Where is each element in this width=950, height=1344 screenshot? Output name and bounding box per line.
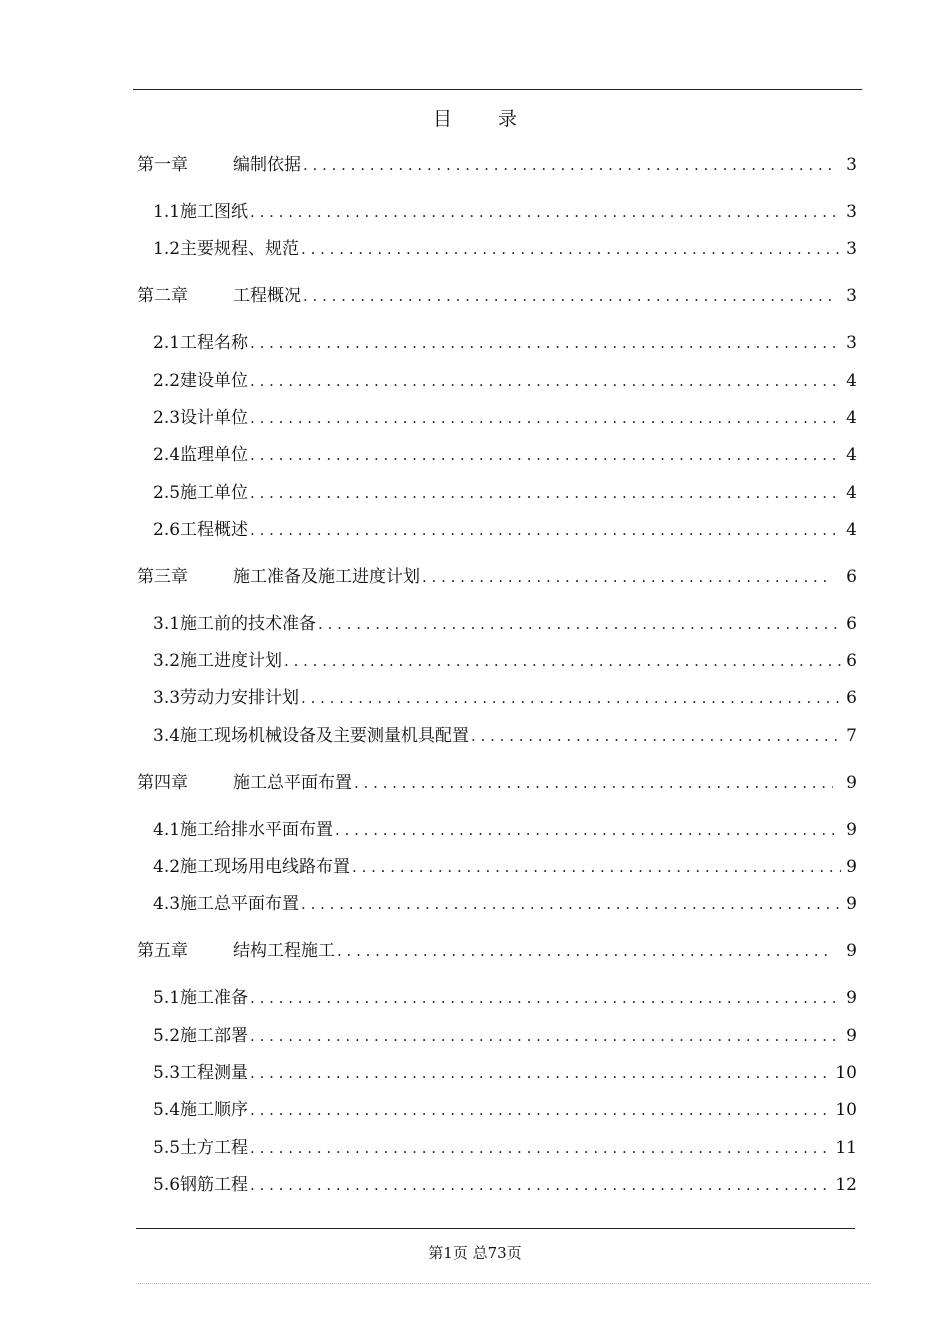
toc-entry-number: 2.5 <box>153 482 181 503</box>
toc-entry-number: 5.6 <box>153 1174 181 1195</box>
toc-entry-number: 5.5 <box>153 1137 181 1158</box>
toc-entry-label: 钢筋工程 <box>180 1174 249 1195</box>
toc-entry-page: 9 <box>846 857 857 877</box>
toc-entry-number: 第五章 <box>137 941 188 962</box>
toc-entry-page: 3 <box>846 155 857 175</box>
toc-entry-number: 1.2 <box>153 239 181 260</box>
toc-entry-number: 第二章 <box>137 286 188 307</box>
toc-leader-dots <box>250 372 841 390</box>
toc-section-entry[interactable] <box>137 609 857 637</box>
toc-entry-label: 监理单位 <box>180 445 249 466</box>
toc-leader-dots <box>250 1064 833 1082</box>
toc-section-entry[interactable] <box>137 683 857 711</box>
toc-entry-page: 4 <box>846 482 857 503</box>
toc-entry-label: 结构工程施工 <box>233 941 335 962</box>
toc-entry-number: 2.1 <box>153 333 181 354</box>
toc-leader-dots <box>250 989 841 1007</box>
footer-rule <box>136 1228 855 1229</box>
toc-leader-dots <box>318 615 841 633</box>
toc-chapter-entry[interactable] <box>137 936 857 964</box>
toc-leader-dots <box>301 240 841 258</box>
toc-entry-page: 6 <box>846 566 857 587</box>
toc-entry-page: 9 <box>846 988 857 1009</box>
toc-entry-number: 第三章 <box>137 566 188 587</box>
toc-title <box>0 104 950 131</box>
toc-entry-number: 2.6 <box>153 519 181 540</box>
toc-leader-dots <box>471 727 841 745</box>
toc-entry-number: 第四章 <box>137 772 188 793</box>
toc-section-entry[interactable] <box>137 1058 857 1086</box>
toc-section-entry[interactable] <box>137 515 857 543</box>
toc-entry-label: 施工图纸 <box>180 202 249 222</box>
toc-chapter-entry[interactable] <box>137 150 857 178</box>
toc-entry-page: 6 <box>846 651 857 672</box>
toc-entry-number: 4.1 <box>153 819 181 840</box>
toc-entry-number: 3.2 <box>153 651 181 672</box>
toc-entry-page: 9 <box>846 1025 857 1046</box>
toc-entry-page: 10 <box>835 1062 857 1083</box>
toc-entry-page: 3 <box>846 333 857 354</box>
toc-entry-page: 4 <box>846 370 857 391</box>
toc-entry-number: 3.4 <box>153 725 181 746</box>
toc-entry-page: 9 <box>846 941 857 962</box>
toc-entry-label: 施工前的技术准备 <box>180 613 317 634</box>
toc-entry-page: 9 <box>846 894 857 915</box>
toc-leader-dots <box>250 203 841 221</box>
toc-entry-number: 5.3 <box>153 1062 181 1083</box>
toc-entry-number: 1.1 <box>153 202 181 222</box>
toc-leader-dots <box>301 895 841 913</box>
toc-title-left: 目 <box>432 108 452 130</box>
toc-leader-dots <box>250 1027 841 1045</box>
toc-entry-label: 施工进度计划 <box>180 651 283 672</box>
toc-entry-page: 9 <box>846 772 857 793</box>
page-edge-rule <box>136 1283 869 1284</box>
toc-chapter-entry[interactable] <box>137 768 857 796</box>
toc-chapter-entry[interactable] <box>137 562 857 590</box>
toc-section-entry[interactable] <box>137 852 857 880</box>
toc-leader-dots <box>250 484 841 502</box>
toc-leader-dots <box>250 446 841 464</box>
toc-leader-dots <box>250 521 841 539</box>
toc-entry-page: 3 <box>846 286 857 307</box>
toc-entry-label: 土方工程 <box>180 1137 249 1158</box>
toc-leader-dots <box>301 689 841 707</box>
toc-section-entry[interactable] <box>137 646 857 674</box>
toc-entry-number: 2.4 <box>153 445 181 466</box>
toc-entry-page: 4 <box>846 519 857 540</box>
toc-leader-dots <box>250 1139 833 1157</box>
toc-leader-dots <box>250 1101 833 1119</box>
toc-entry-label: 施工给排水平面布置 <box>180 819 334 840</box>
toc-section-entry[interactable] <box>137 366 857 394</box>
toc-section-entry[interactable] <box>137 1095 857 1123</box>
toc-leader-dots <box>354 774 833 792</box>
toc-entry-page: 4 <box>846 445 857 466</box>
toc-leader-dots <box>335 821 841 839</box>
toc-entry-label: 施工总平面布置 <box>233 772 352 793</box>
page-footer: 第1页 总73页 <box>428 1244 522 1262</box>
toc-entry-label: 设计单位 <box>180 407 249 428</box>
toc-leader-dots <box>250 409 841 427</box>
toc-entry-number: 3.1 <box>153 613 181 634</box>
toc-entry-number: 第一章 <box>137 155 188 175</box>
toc-entry-page: 12 <box>835 1174 857 1195</box>
toc-leader-dots <box>352 858 841 876</box>
toc-title-right: 录 <box>498 108 518 130</box>
toc-entry-number: 2.2 <box>153 370 181 391</box>
toc-entry-page: 7 <box>846 725 857 746</box>
toc-chapter-entry[interactable] <box>137 281 857 309</box>
toc-entry-number: 5.1 <box>153 988 181 1009</box>
toc-entry-number: 4.2 <box>153 857 181 877</box>
toc-entry-label: 施工总平面布置 <box>180 894 300 915</box>
toc-entry-number: 2.3 <box>153 407 181 428</box>
toc-section-entry[interactable] <box>137 478 857 506</box>
toc-leader-dots <box>284 652 841 670</box>
toc-entry-label: 工程概况 <box>233 286 301 307</box>
toc-entry-label: 工程名称 <box>180 333 249 354</box>
toc-leader-dots <box>250 334 841 352</box>
header-rule <box>133 89 862 90</box>
toc-entry-page: 9 <box>846 819 857 840</box>
toc-entry-number: 5.2 <box>153 1025 181 1046</box>
toc-section-entry[interactable] <box>137 234 857 262</box>
toc-section-entry[interactable] <box>137 197 857 225</box>
toc-entry-number: 3.3 <box>153 688 181 709</box>
toc-section-entry[interactable] <box>137 1021 857 1049</box>
toc-entry-label: 施工现场机械设备及主要测量机具配置 <box>180 725 470 746</box>
toc-leader-dots <box>250 1176 833 1194</box>
toc-entry-number: 5.4 <box>153 1100 181 1121</box>
toc-entry-page: 10 <box>835 1100 857 1121</box>
toc-leader-dots <box>303 287 833 305</box>
toc-entry-page: 4 <box>846 407 857 428</box>
toc-leader-dots <box>303 156 833 174</box>
toc-leader-dots <box>337 942 833 960</box>
toc-section-entry[interactable] <box>137 815 857 843</box>
toc-section-entry[interactable] <box>137 889 857 917</box>
toc-section-entry[interactable] <box>137 721 857 749</box>
toc-section-entry[interactable] <box>137 403 857 431</box>
toc-entry-page: 3 <box>846 239 857 260</box>
toc-entry-page: 3 <box>846 202 857 222</box>
toc-section-entry[interactable] <box>137 328 857 356</box>
toc-leader-dots <box>422 568 833 586</box>
toc-entry-page: 11 <box>835 1137 857 1158</box>
toc-entry-page: 6 <box>846 688 857 709</box>
toc-section-entry[interactable] <box>137 1170 857 1198</box>
toc-entry-label: 工程概述 <box>180 519 249 540</box>
toc-entry-label: 劳动力安排计划 <box>180 688 300 709</box>
toc-section-entry[interactable] <box>137 440 857 468</box>
toc-entry-page: 6 <box>846 613 857 634</box>
toc-entry-label: 施工部署 <box>180 1025 249 1046</box>
toc-entry-label: 施工单位 <box>180 482 249 503</box>
toc-entry-label: 主要规程、规范 <box>180 239 300 260</box>
toc-entry-label: 施工现场用电线路布置 <box>180 857 351 877</box>
toc-entry-label: 编制依据 <box>233 155 301 175</box>
toc-entry-label: 施工准备及施工进度计划 <box>233 566 420 587</box>
toc-entry-label: 建设单位 <box>180 370 249 391</box>
toc-entry-number: 4.3 <box>153 894 181 915</box>
toc-entry-label: 施工顺序 <box>180 1100 249 1121</box>
toc-entry-label: 施工准备 <box>180 988 249 1009</box>
toc-section-entry[interactable] <box>137 983 857 1011</box>
toc-section-entry[interactable] <box>137 1133 857 1161</box>
toc-entry-label: 工程测量 <box>180 1062 249 1083</box>
